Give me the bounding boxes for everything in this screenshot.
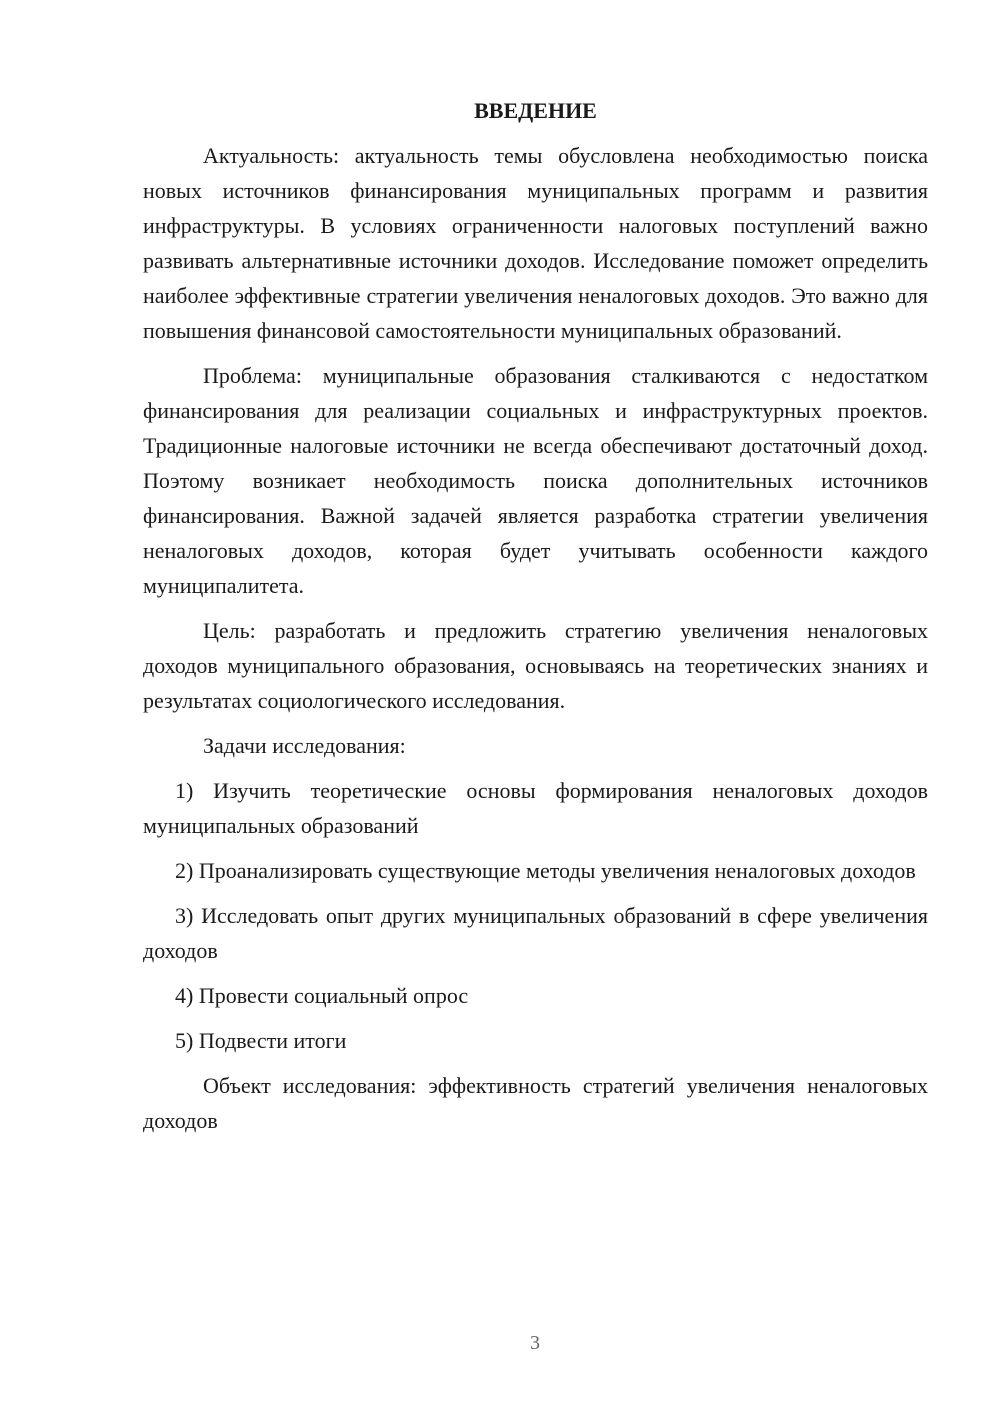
page-content — [143, 96, 928, 1148]
page-number: 3 — [530, 1332, 540, 1354]
section-title: ВВЕДЕНИЕ — [474, 98, 597, 123]
problem-paragraph: Проблема: муниципальные образования сталкиваются с недостатком финансирования для реализации социальных и инфраструктурных проектов. Традиционные налоговые источники не всегда обеспечивают достаточный доход. Поэтому возникает необходимость поиска дополнительных источников финансирования. Важной задачей является разработка стратегии увеличения неналоговых доходов, которая будет учитывать особенности каждого муниципалитета. — [143, 363, 928, 598]
relevance-paragraph: Актуальность: актуальность темы обусловлена необходимостью поиска новых источников финансирования муниципальных программ и развития инфраструктуры. В условиях ограниченности налоговых поступлений важно развивать альтернативные источники доходов. Исследование поможет определить наиболее эффективные стратегии увеличения неналоговых доходов. Это важно для повышения финансовой самостоятельности муниципальных образований. — [143, 143, 928, 343]
task-item-3: 3) Исследовать опыт других муниципальных образований в сфере увеличения доходов — [143, 903, 928, 963]
task-item-5: 5) Подвести итоги — [175, 1028, 347, 1053]
task-item-4: 4) Провести социальный опрос — [175, 983, 469, 1008]
task-item-2: 2) Проанализировать существующие методы увеличения неналоговых доходов — [175, 858, 916, 883]
task-item-1: 1) Изучить теоретические основы формирования неналоговых доходов муниципальных образований — [143, 778, 928, 838]
object-paragraph: Объект исследования: эффективность стратегий увеличения неналоговых доходов — [143, 1073, 928, 1133]
goal-paragraph: Цель: разработать и предложить стратегию увеличения неналоговых доходов муниципального образования, основываясь на теоретических знаниях и результатах социологического исследования. — [143, 618, 928, 713]
tasks-heading: Задачи исследования: — [203, 733, 406, 758]
